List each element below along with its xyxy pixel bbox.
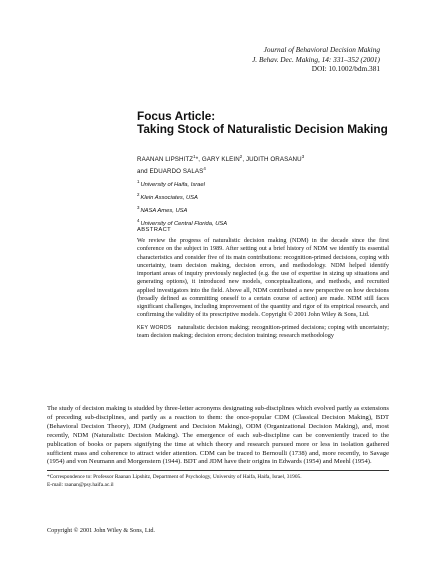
author-affil-mark: 2	[239, 154, 243, 159]
copyright-footer: Copyright © 2001 John Wiley & Sons, Ltd.	[47, 527, 155, 534]
affiliation-item: $^1$University of Haifa, Israel	[137, 179, 205, 189]
journal-citation: J. Behav. Dec. Making, 14: 331–352 (2001)	[252, 54, 380, 64]
correspondence-mark: *	[195, 156, 199, 164]
authors-line-1	[137, 153, 304, 165]
author-name: and EDUARDO SALAS	[137, 167, 204, 175]
keywords	[137, 324, 389, 341]
author-name: , GARY KLEIN	[198, 156, 240, 164]
author-affil-mark: 4	[203, 165, 206, 171]
journal-header	[252, 45, 380, 74]
body-paragraph: The study of decision making is studded by three-letter acronyms designating sub-disciplines which evolved partly as extensions of preceding sub-disciplines, and partly as a reaction to them: the once-popular CDM (Classical Decision Making), BDT (Behavioral Decision Theory), JDM (Judgment and Decision Making), ODM (Organizational Decision Making), and, most recently, NDM (Naturalistic Decision Making). The emergence of each sub-discipline can be conveniently traced to the publication of books or papers signifying the time at which theory and research pursued more or less in isolation gathered sufficient mass and coherence to attract wider attention. CDM can be traced to Bernoulli (1738) and, more recently, to Savage (1954) and von Neumann and Morgenstern (1944). BDT and JDM have their origins in Edwards (1954) and Meehl (1954).	[47, 405, 389, 466]
author-name: RAANAN LIPSHITZ	[137, 156, 194, 164]
keywords-text: naturalistic decision making; recognition-primed decisions; coping with uncertainty; team decision making; decision errors; decision training; research methodology	[137, 324, 390, 340]
author-affil-mark: 1	[193, 154, 196, 159]
article-title: Taking Stock of Naturalistic Decision Making	[137, 122, 388, 136]
footnote-email: E-mail: raanan@psy.haifa.ac.il	[47, 481, 114, 488]
article-title-block	[137, 110, 388, 136]
footnote	[47, 474, 389, 490]
doi: DOI: 10.1002/bdm.381	[311, 64, 380, 74]
affiliation-item: $^3$NASA Ames, USA	[137, 205, 188, 215]
abstract-text: We review the progress of naturalistic decision making (NDM) in the decade since the first conference on the subject in 1989. After setting out a brief history of NDM we identify its essential characteristics and consider five of its main contributions: recognition-primed decisions, coping with uncertainty, team decision making, decision errors, and methodology. NDM helped identify important areas of inquiry previously neglected (e.g. the use of expertise in sizing up situations and generating options), it introduced new models, conceptualizations, and methods, and recruited applied investigators into the field. Above all, NDM contributed a new perspective on how decisions (broadly defined as committing oneself to a certain course of action) are made. NDM still faces significant challenges, including improvement of the quantity and rigor of its empirical research, and confirming the validity of its prescriptive models. Copyright © 2001 John Wiley & Sons, Ltd.	[137, 237, 389, 319]
author-affil-mark: 3	[301, 154, 305, 159]
article-kicker: Focus Article:	[137, 109, 216, 123]
affiliation-list	[137, 177, 304, 229]
journal-name: Journal of Behavioral Decision Making	[263, 45, 380, 54]
affiliation-item: $^2$Klein Associates, USA	[137, 192, 198, 202]
author-name: , JUDITH ORASANU	[242, 156, 302, 164]
keywords-label: KEY WORDS	[137, 325, 172, 331]
authors-line-2	[137, 165, 304, 177]
footnote-divider	[47, 470, 389, 471]
authors-block	[137, 153, 304, 229]
footnote-correspondence: *Correspondence to: Professor Raanan Lipshitz, Department of Psychology, University of Haifa, Haifa, Israel, 31905.	[47, 474, 302, 480]
affiliation-item: $^4$University of Central Florida, USA	[137, 218, 228, 227]
abstract-heading: ABSTRACT	[137, 227, 172, 233]
